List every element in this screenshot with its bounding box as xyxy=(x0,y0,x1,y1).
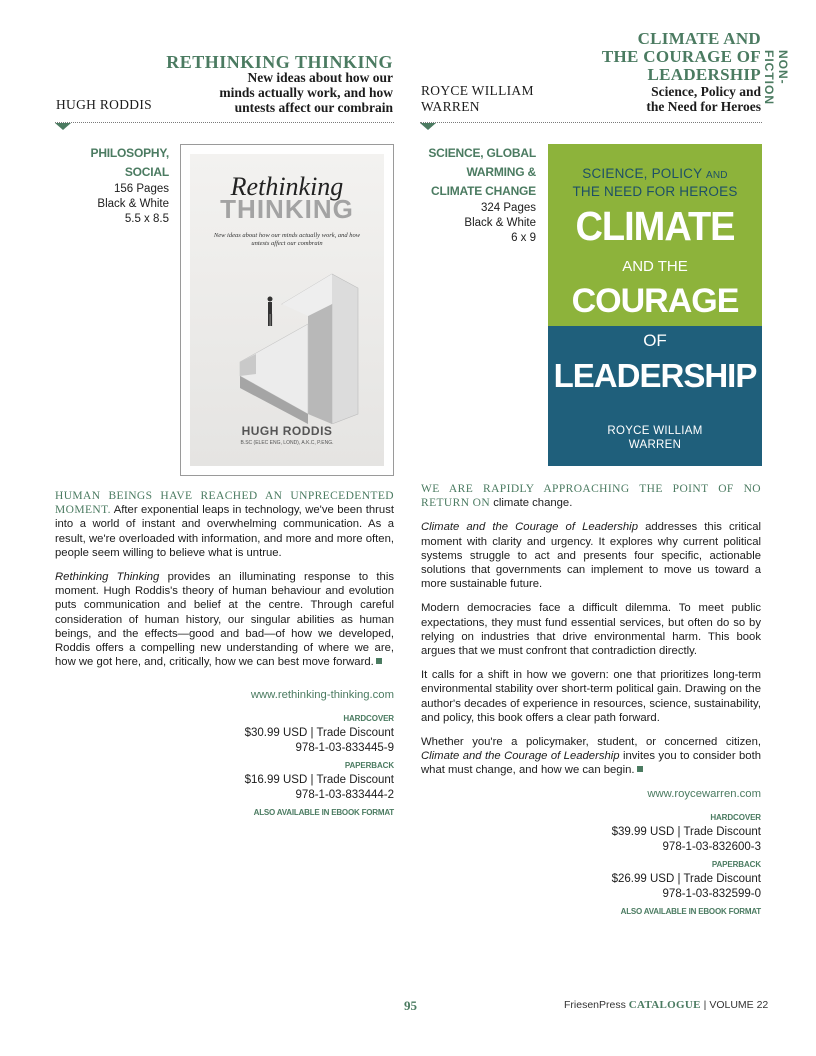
book2-subtitle-line: the Need for Heroes xyxy=(646,99,761,114)
isbn: 978-1-03-833444-2 xyxy=(295,788,394,801)
cover-subtitle-part: SCIENCE, POLICY xyxy=(582,166,703,181)
paragraph-text: Whether you're a policymaker, student, or concerned citizen, xyxy=(421,736,761,749)
paragraph xyxy=(55,570,394,669)
book2-category-line: CLIMATE CHANGE xyxy=(431,184,536,198)
format-label: PAPERBACK xyxy=(344,761,394,770)
isbn: 978-1-03-833445-9 xyxy=(295,741,394,754)
book2-author-line: WARREN xyxy=(421,99,480,114)
divider xyxy=(420,122,762,123)
isbn: 978-1-03-832599-0 xyxy=(662,887,761,900)
paragraph xyxy=(421,520,761,591)
book1-trim: 5.5 x 8.5 xyxy=(124,213,169,225)
book1-cover xyxy=(180,144,394,476)
book1-title: RETHINKING THINKING xyxy=(166,52,393,72)
book1-subtitle xyxy=(150,70,393,115)
isbn: 978-1-03-832600-3 xyxy=(662,840,761,853)
cover-script-title: Rethinking xyxy=(230,172,344,201)
book2-category-line: WARMING & xyxy=(466,165,536,179)
section-label: NON-FICTION xyxy=(762,50,790,105)
format-label: PAPERBACK xyxy=(711,860,761,869)
paragraph: It calls for a shift in how we govern: one that prioritizes long-term environmental stability over short-term political gain. Drawing on the author's decades of experience in resources, science, sustainability, and policy, this book offers a clear path forward. xyxy=(421,669,761,724)
book2-author-line: ROYCE WILLIAM xyxy=(421,83,534,98)
book1-subtitle-line: minds actually work, and how xyxy=(219,85,393,100)
paragraph xyxy=(421,735,761,778)
divider xyxy=(55,122,394,123)
cover-author: HUGH RODDIS xyxy=(241,424,333,438)
book1-author: HUGH RODDIS xyxy=(56,97,152,112)
footer-separator: | xyxy=(703,999,707,1011)
book-title-italic: Rethinking Thinking xyxy=(55,571,160,584)
book1-description xyxy=(55,489,394,679)
paragraph-text: climate change. xyxy=(493,497,573,510)
book2-title-line: THE COURAGE OF xyxy=(601,47,761,66)
book2-title-line: CLIMATE AND xyxy=(637,29,761,48)
ebook-note: ALSO AVAILABLE IN EBOOK FORMAT xyxy=(620,907,761,916)
cover-author-line: WARREN xyxy=(628,439,682,451)
pointer-triangle-icon xyxy=(420,123,436,130)
format-label: HARDCOVER xyxy=(343,714,394,723)
book2-pages: 324 Pages xyxy=(481,202,536,214)
cover-subtitle-part: THE NEED FOR HEROES xyxy=(572,184,738,199)
book1-specs xyxy=(56,144,169,227)
end-mark-icon xyxy=(376,658,382,664)
cover-title-and-the: AND THE xyxy=(622,258,688,275)
book1-subtitle-line: untests affect our combrain xyxy=(234,100,393,115)
book2-title-line: LEADERSHIP xyxy=(647,65,761,84)
book1-pricing xyxy=(150,712,394,821)
cover-tagline: New ideas about how our minds actually work, and how untests affect our combrain xyxy=(213,232,361,247)
cover-author-line: ROYCE WILLIAM xyxy=(607,425,703,437)
ebook-note: ALSO AVAILABLE IN EBOOK FORMAT xyxy=(253,808,394,817)
page-number: 95 xyxy=(404,998,417,1013)
cover-title-courage: COURAGE xyxy=(571,282,739,320)
book1-pages: 156 Pages xyxy=(114,183,169,195)
paragraph xyxy=(55,489,394,560)
lead-in: HUMAN BEINGS HAVE REACHED AN UNPRECEDENTED MOMENT. xyxy=(55,490,394,517)
book2-subtitle xyxy=(560,84,761,114)
book1-category: PHILOSOPHY, SOCIAL xyxy=(90,146,169,179)
paragraph-text: addresses this critical moment with clarity and urgency. It explores why current political systems struggle to act and presents four specific, actionable solutions that governments can implement to move us toward a more sustainable future. xyxy=(421,521,761,591)
price: $16.99 USD | Trade Discount xyxy=(244,774,394,786)
publisher-name: FriesenPress xyxy=(564,999,626,1011)
book2-category-line: SCIENCE, GLOBAL xyxy=(428,146,536,160)
cover-big-title: THINKING xyxy=(220,194,354,224)
book2-color: Black & White xyxy=(464,217,536,229)
book2-author xyxy=(421,83,551,115)
book2-cover xyxy=(548,144,762,466)
book-title-italic: Climate and the Courage of Leadership xyxy=(421,750,620,763)
price: $26.99 USD | Trade Discount xyxy=(611,873,761,885)
cover-title-leadership: LEADERSHIP xyxy=(553,357,757,394)
cover-credentials: B.SC (ELEC ENG, LOND), A.K.C, P.ENG. xyxy=(240,440,334,446)
cover-title-of: OF xyxy=(643,331,667,350)
pointer-triangle-icon xyxy=(55,123,71,130)
price: $39.99 USD | Trade Discount xyxy=(611,826,761,838)
paragraph-text: invites you to consider both what must change, and how we can begin. xyxy=(421,750,761,777)
footer-catalogue xyxy=(564,999,768,1011)
book-title-italic: Climate and the Courage of Leadership xyxy=(421,521,638,534)
book2-trim: 6 x 9 xyxy=(511,232,536,244)
paragraph: Modern democracies face a difficult dilemma. To meet public expectations, they must fund essential services, but often do so by relying on industries that drive environmental harm. This book argues that we must confront that contradiction directly. xyxy=(421,602,761,658)
cover-subtitle xyxy=(548,166,762,200)
book2-website-link[interactable]: www.roycewarren.com xyxy=(647,788,761,800)
paragraph-text: After exponential leaps in technology, we've been thrust into a world of instant and overwhelming communication. As a result, we're overloaded with information, and more and more often, people seem willing to believe what is untrue. xyxy=(55,504,395,559)
volume-label: VOLUME 22 xyxy=(709,999,769,1011)
lead-in: WE ARE RAPIDLY APPROACHING THE POINT OF NO RETURN ON xyxy=(421,483,761,510)
catalogue-label: CATALOGUE xyxy=(628,999,701,1011)
book2-specs xyxy=(420,144,536,246)
cover-subtitle-and: AND xyxy=(706,170,728,181)
book1-subtitle-line: New ideas about how our xyxy=(247,70,393,85)
end-mark-icon xyxy=(637,766,643,772)
price: $30.99 USD | Trade Discount xyxy=(244,727,394,739)
book2-subtitle-line: Science, Policy and xyxy=(651,84,761,99)
paragraph xyxy=(421,482,761,510)
book2-title xyxy=(560,30,761,84)
book1-color: Black & White xyxy=(97,198,169,210)
impossible-triangle-illustration xyxy=(220,264,360,424)
cover-title-climate: CLIMATE xyxy=(575,204,735,250)
format-label: HARDCOVER xyxy=(710,813,761,822)
cover-author xyxy=(548,424,762,452)
book2-pricing xyxy=(517,811,761,920)
book2-description xyxy=(421,482,761,788)
book1-website-link[interactable]: www.rethinking-thinking.com xyxy=(250,689,394,701)
paragraph-text: provides an illuminating response to this moment. Hugh Roddis's theory of human behaviour and evolution puts communication and belief at the centre. Through careful consideration of human history, our singular abilities as human beings, and the effects—good and bad—of how we developed, Roddis offers a compelling new understanding of where we are, how we got here, and, critically, how we can best move forward. xyxy=(55,571,395,669)
